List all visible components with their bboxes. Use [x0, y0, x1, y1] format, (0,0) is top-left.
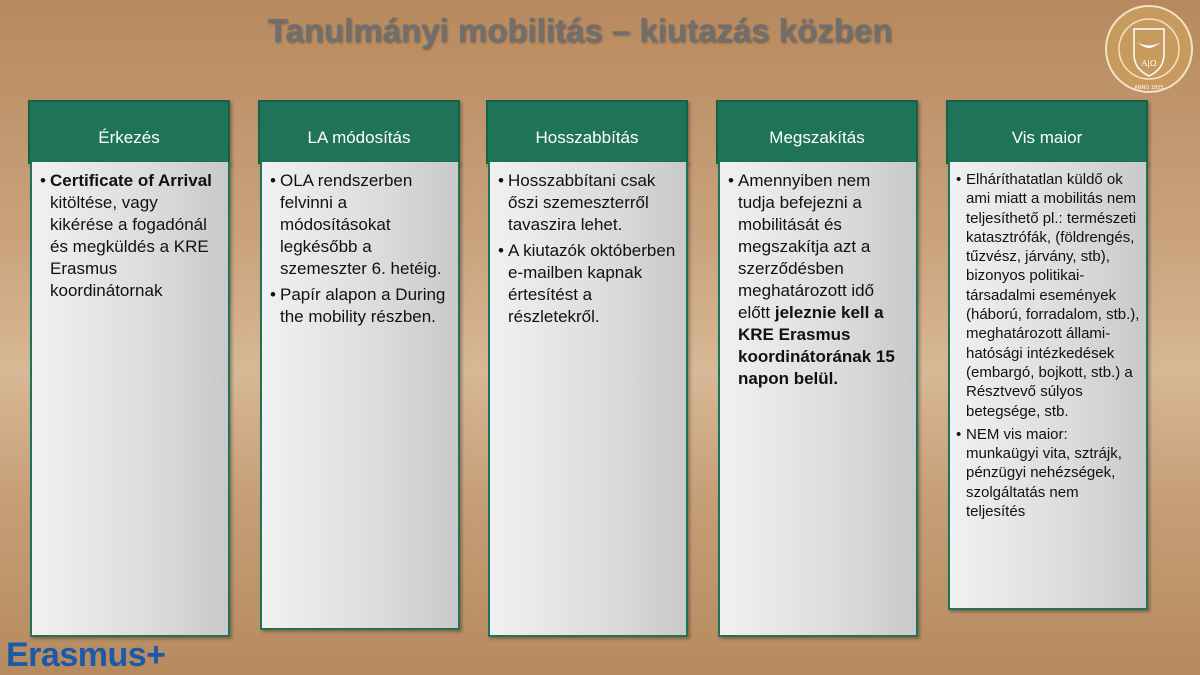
text-segment: NEM vis maior: munkaügyi vita, sztrájk, pénzügyi nehézségek, szolgáltatás nem teljesítés [966, 425, 1122, 521]
text-segment: OLA rendszerben felvinni a módosításokat legkésőbb a szemeszter 6. hetéig. [280, 171, 442, 278]
text-segment: Certificate of Arrival [50, 171, 212, 190]
text-segment: Hosszabbítani csak őszi szemeszterről tavaszira lehet. [508, 171, 656, 234]
bullet-text [280, 284, 452, 328]
bullet-item [728, 170, 910, 390]
column-body [488, 162, 688, 637]
column-body [718, 162, 918, 637]
column-header [28, 100, 230, 164]
bullet-item [498, 170, 680, 236]
bullet-text [508, 170, 680, 236]
bullet-item [40, 170, 222, 302]
text-segment: kitöltése, vagy kikérése a fogadónál és megküldés a KRE Erasmus koordinátornak [50, 193, 209, 300]
bullet-icon: • [498, 171, 504, 190]
bullet-item [956, 425, 1140, 521]
bullet-icon: • [728, 171, 734, 190]
column-2 [258, 100, 460, 326]
column-5 [946, 100, 1148, 521]
slide-title: Tanulmányi mobilitás – kiutazás közben [267, 12, 893, 49]
erasmus-plus-logo: Erasmus+ [6, 636, 166, 674]
column-4 [716, 100, 918, 388]
bullet-icon: • [956, 171, 962, 188]
bullet-text [966, 425, 1140, 521]
bullet-text [738, 170, 910, 390]
svg-text:ANNO 1855: ANNO 1855 [1134, 85, 1164, 91]
column-3 [486, 100, 688, 326]
bullet-item [956, 170, 1140, 421]
column-header [946, 100, 1148, 164]
text-segment: Amennyiben nem tudja befejezni a mobilitását és megszakítja azt a szerződésben meghatározott idő előtt [738, 171, 875, 322]
text-segment: Papír alapon a During the mobility részben. [280, 285, 446, 326]
column-header-label: Megszakítás [769, 128, 865, 147]
text-segment: A kiutazók októberben e-mailben kapnak értesítést a részletekről. [508, 241, 676, 326]
bullet-text [280, 170, 452, 280]
university-seal-logo [1104, 4, 1194, 94]
column-header [716, 100, 918, 164]
svg-text:Α|Ω: Α|Ω [1141, 59, 1157, 68]
bullet-icon: • [498, 241, 504, 260]
bullet-item [270, 284, 452, 328]
text-segment: jeleznie kell a KRE Erasmus koordinátorának 15 napon belül. [738, 303, 895, 388]
column-header-label: Vis maior [1011, 128, 1083, 147]
column-header [486, 100, 688, 164]
bullet-text [50, 170, 222, 302]
bullet-icon: • [270, 171, 276, 190]
column-header [258, 100, 460, 164]
bullet-item [498, 240, 680, 328]
bullet-icon: • [40, 171, 46, 190]
column-body [260, 162, 460, 630]
bullet-icon: • [956, 425, 962, 443]
bullet-icon: • [270, 285, 276, 304]
text-segment: Elháríthatatlan küldő ok ami miatt a mobilitás nem teljesíthető pl.: természeti katasztrófák, (földrengés, tűzvész, járvány, stb), bizonyos politikai-társadalmi események (háború, forradalom, stb.), meghatározott állami-hatósági intézkedések (embargó, bojkott, stb.) a Résztvevő súlyos betegsége, stb. [966, 171, 1140, 420]
column-body [948, 162, 1148, 610]
column-1 [28, 100, 230, 300]
bullet-text [966, 170, 1140, 421]
bullet-item [270, 170, 452, 280]
column-header-label: Hosszabbítás [535, 128, 639, 147]
column-header-label: Érkezés [98, 128, 160, 147]
column-body [30, 162, 230, 637]
column-header-label: LA módosítás [307, 128, 411, 147]
bullet-text [508, 240, 680, 328]
